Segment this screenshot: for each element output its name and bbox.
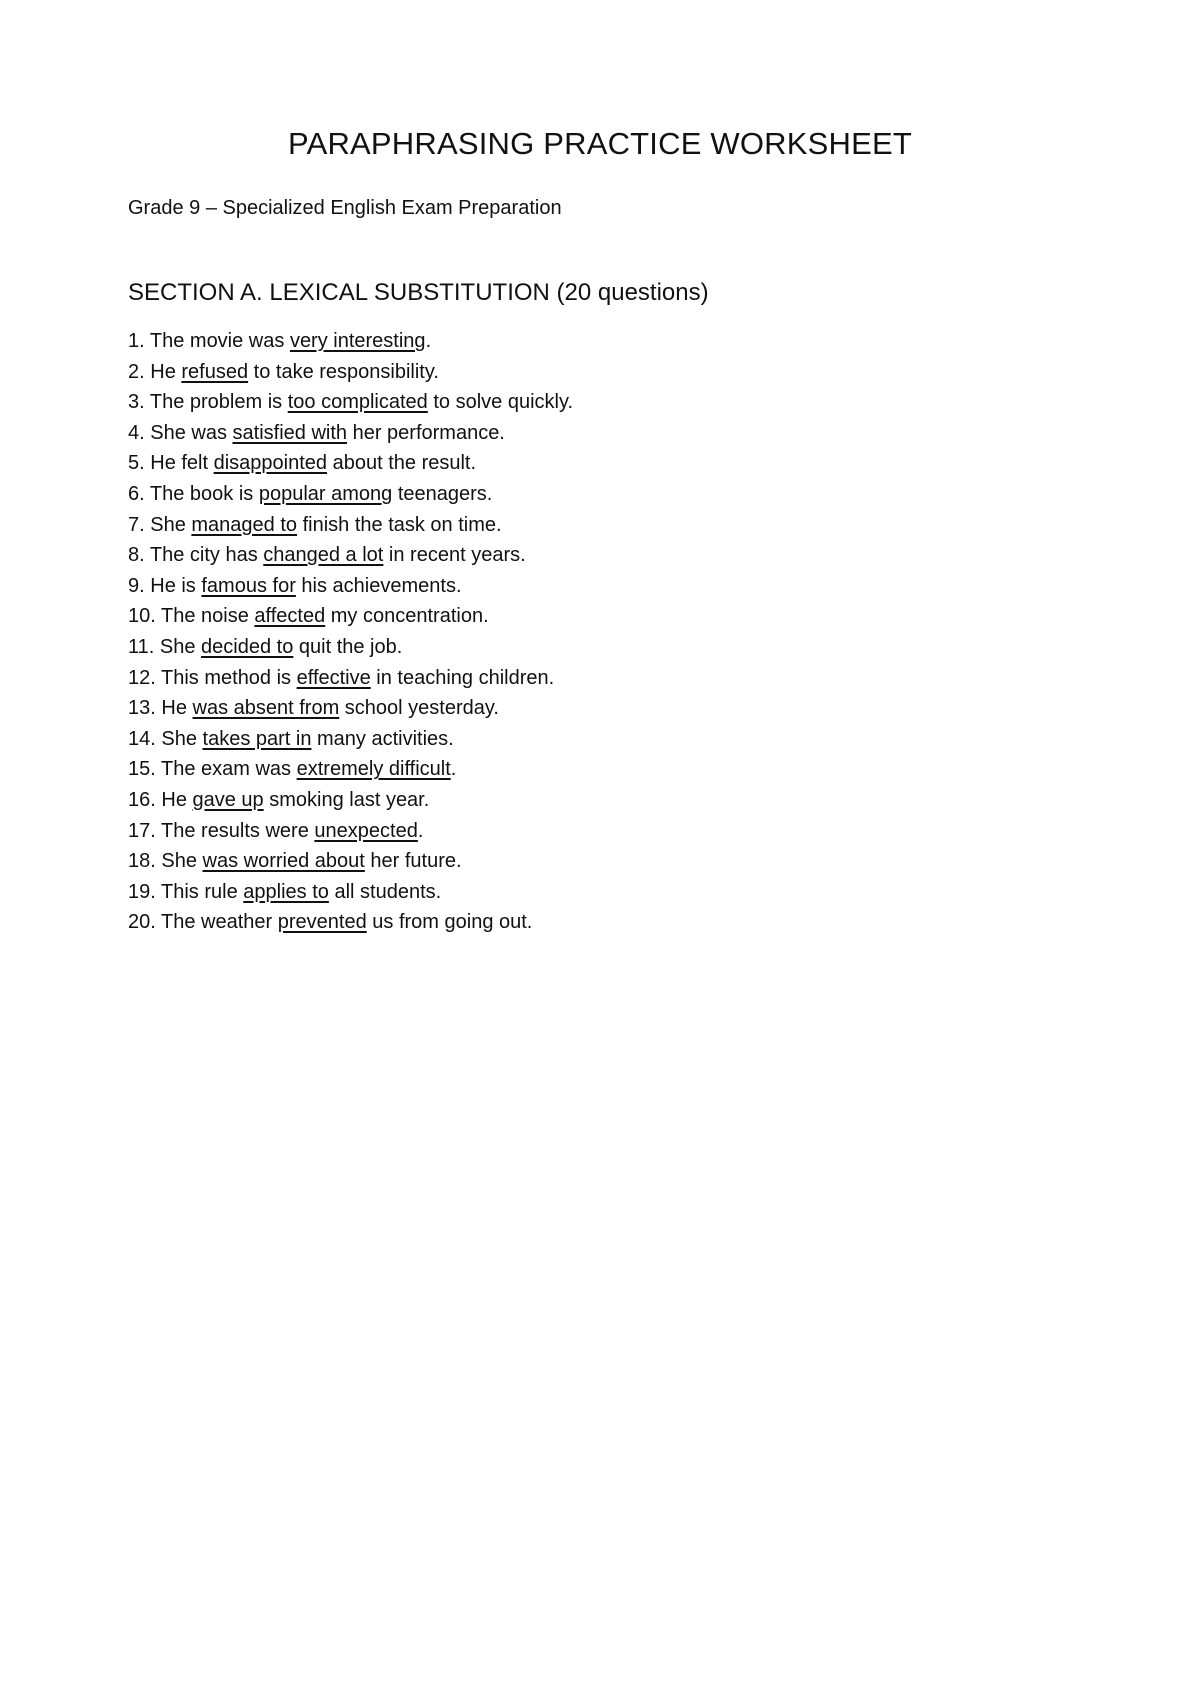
question-number: 7. <box>128 513 145 536</box>
question-text-after: smoking last year. <box>263 788 430 811</box>
question-list <box>128 326 573 938</box>
question-text-before: She was <box>144 421 233 444</box>
question-item <box>128 387 573 418</box>
question-item <box>128 816 573 847</box>
question-number: 14. <box>128 727 156 750</box>
question-text-after: school yesterday. <box>339 697 499 720</box>
question-text-before: The results were <box>155 819 315 842</box>
question-text-after: my concentration. <box>325 605 489 628</box>
question-item <box>128 877 573 908</box>
question-text-before: She <box>144 513 192 536</box>
question-text-after: . <box>450 758 457 781</box>
question-text-after: his achievements. <box>295 574 462 597</box>
question-item <box>128 846 573 877</box>
question-underlined-phrase: applies to <box>243 880 329 903</box>
question-text-after: . <box>417 819 424 842</box>
question-text-before: He <box>144 360 182 383</box>
question-number: 1. <box>128 330 145 352</box>
question-text-before: The movie was <box>144 330 290 352</box>
question-underlined-phrase: takes part in <box>202 727 312 750</box>
question-item <box>128 510 573 541</box>
question-text-after: her future. <box>364 850 462 873</box>
question-item <box>128 754 573 785</box>
question-number: 2. <box>128 360 145 383</box>
question-item <box>128 448 573 479</box>
question-item <box>128 571 573 602</box>
question-text-before: He felt <box>144 452 214 475</box>
question-number: 6. <box>128 482 145 505</box>
question-item <box>128 663 573 694</box>
question-text-before: The problem is <box>144 391 288 414</box>
question-text-before: The noise <box>155 605 255 628</box>
question-number: 10. <box>128 605 156 628</box>
question-number: 20. <box>128 911 156 934</box>
question-item <box>128 357 573 388</box>
question-number: 19. <box>128 880 156 903</box>
question-text-after: . <box>425 330 432 352</box>
question-underlined-phrase: changed a lot <box>263 544 384 567</box>
page-subtitle: Grade 9 – Specialized English Exam Preparation <box>128 197 562 219</box>
question-text-before: The exam was <box>155 758 297 781</box>
question-text-after: many activities. <box>311 727 454 750</box>
question-number: 16. <box>128 788 156 811</box>
question-text-after: us from going out. <box>366 911 533 934</box>
question-text-before: She <box>155 727 203 750</box>
question-text-before: The book is <box>144 482 259 505</box>
question-underlined-phrase: unexpected <box>314 819 418 842</box>
question-item <box>128 785 573 816</box>
question-text-after: her performance. <box>347 421 505 444</box>
question-item <box>128 479 573 510</box>
question-text-after: to take responsibility. <box>248 360 439 383</box>
question-item <box>128 601 573 632</box>
question-underlined-phrase: prevented <box>277 911 367 934</box>
question-number: 17. <box>128 819 156 842</box>
question-text-after: finish the task on time. <box>297 513 502 536</box>
question-text-before: This method is <box>155 666 297 689</box>
question-item <box>128 724 573 755</box>
question-underlined-phrase: affected <box>254 605 326 628</box>
question-text-before: He is <box>144 574 202 597</box>
question-text-before: The weather <box>155 911 278 934</box>
question-text-after: teenagers. <box>392 482 493 505</box>
question-number: 3. <box>128 391 145 414</box>
question-text-before: He <box>155 788 193 811</box>
question-underlined-phrase: too complicated <box>287 391 428 414</box>
question-number: 5. <box>128 452 145 475</box>
question-text-after: about the result. <box>327 452 477 475</box>
question-text-after: in teaching children. <box>370 666 555 689</box>
question-number: 8. <box>128 544 145 567</box>
question-underlined-phrase: extremely difficult <box>296 758 451 781</box>
question-item <box>128 326 573 357</box>
question-underlined-phrase: was worried about <box>202 850 365 873</box>
question-underlined-phrase: very interesting <box>289 330 426 352</box>
question-number: 4. <box>128 421 145 444</box>
question-underlined-phrase: was absent from <box>192 697 340 720</box>
question-item <box>128 540 573 571</box>
question-underlined-phrase: effective <box>296 666 371 689</box>
question-item <box>128 693 573 724</box>
question-text-before: This rule <box>155 880 244 903</box>
question-item <box>128 418 573 449</box>
question-number: 13. <box>128 697 156 720</box>
question-text-before: He <box>155 697 193 720</box>
question-number: 15. <box>128 758 156 781</box>
question-text-after: to solve quickly. <box>427 391 574 414</box>
page-title: PARAPHRASING PRACTICE WORKSHEET <box>288 126 912 161</box>
question-underlined-phrase: refused <box>181 360 249 383</box>
question-underlined-phrase: gave up <box>192 788 264 811</box>
question-text-after: all students. <box>328 880 442 903</box>
question-text-before: The city has <box>144 544 264 567</box>
question-item <box>128 632 573 663</box>
question-text-before: She <box>155 850 203 873</box>
question-underlined-phrase: disappointed <box>213 452 328 475</box>
question-text-before: She <box>154 635 202 658</box>
question-underlined-phrase: decided to <box>201 635 294 658</box>
question-underlined-phrase: famous for <box>201 574 296 597</box>
question-number: 9. <box>128 574 145 597</box>
section-a-heading: SECTION A. LEXICAL SUBSTITUTION (20 questions) <box>128 279 709 306</box>
question-text-after: quit the job. <box>293 635 403 658</box>
question-number: 18. <box>128 850 156 873</box>
question-number: 11. <box>128 635 155 658</box>
question-underlined-phrase: popular among <box>258 482 393 505</box>
question-item <box>128 907 573 938</box>
question-underlined-phrase: managed to <box>191 513 298 536</box>
question-underlined-phrase: satisfied with <box>232 421 348 444</box>
question-text-after: in recent years. <box>383 544 526 567</box>
question-number: 12. <box>128 666 156 689</box>
